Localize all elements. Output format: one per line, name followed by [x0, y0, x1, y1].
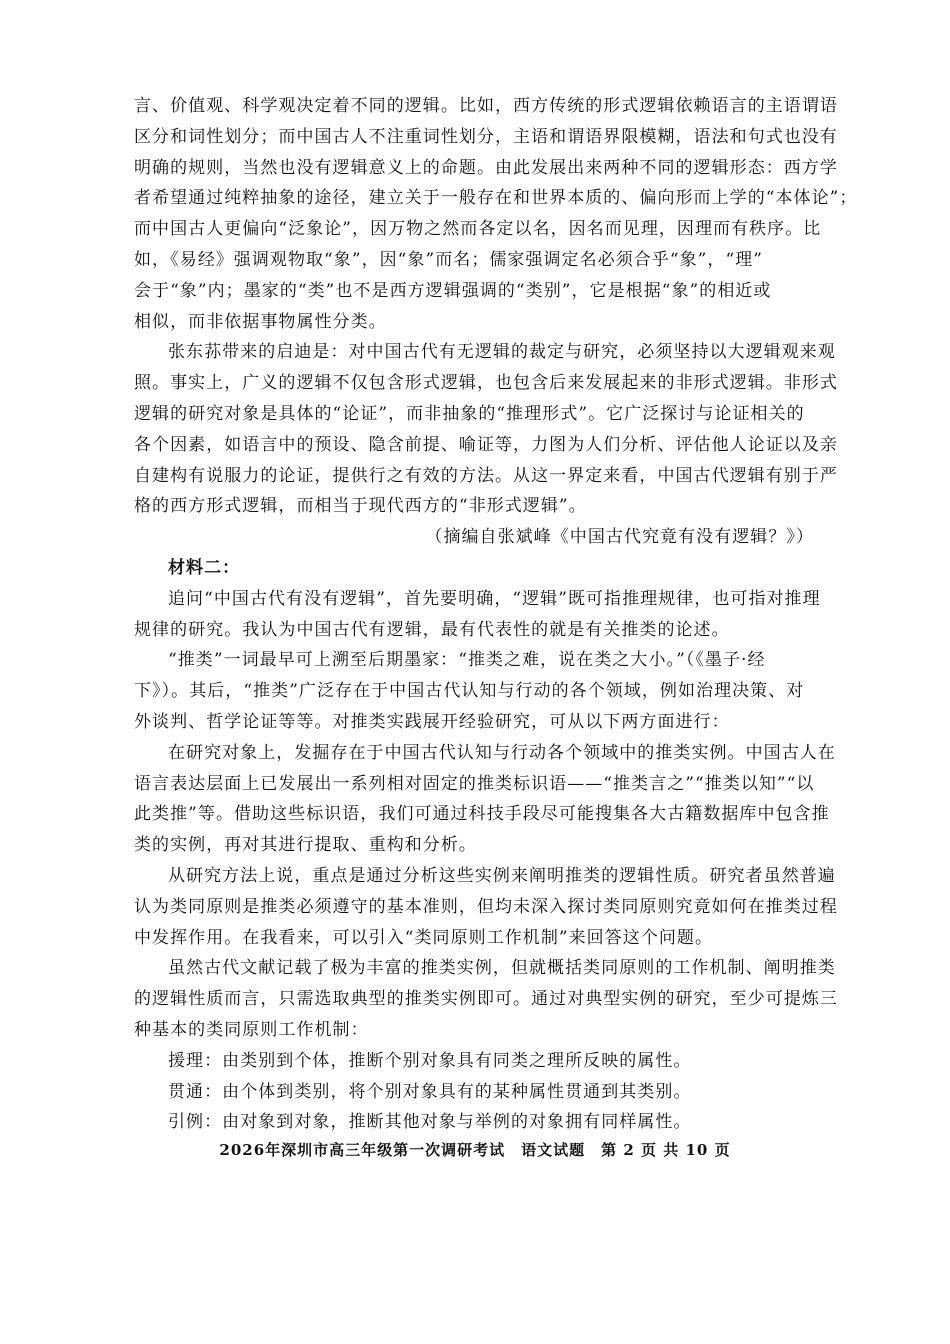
- text-line: 张东荪带来的启迪是：对中国古代有无逻辑的裁定与研究，必须坚持以大逻辑观来观: [168, 342, 836, 363]
- text-line: 相似，而非依据事物属性分类。: [134, 311, 387, 332]
- paragraph-1: [134, 91, 858, 337]
- mechanism-item: 援理：由类别到个体，推断个别对象具有同类之理所反映的属性。: [168, 1050, 692, 1071]
- material-two-heading: 材料二：: [168, 557, 241, 578]
- page-content: [134, 91, 858, 1138]
- mechanism-item: 引例：由对象到对象，推断其他对象与举例的对象拥有同样属性。: [168, 1112, 692, 1133]
- text-line: 中发挥作用。在我看来，可以引入“类同原则工作机制”来回答这个问题。: [134, 927, 714, 948]
- text-line: 格的西方形式逻辑，而相当于现代西方的“非形式逻辑”。: [134, 496, 587, 517]
- text-line: 会于“象”内；墨家的“类”也不是西方逻辑强调的“类别”，它是根据“象”的相近或: [134, 280, 772, 301]
- text-line: 规律的研究。我认为中国古代有逻辑，最有代表性的就是有关推类的论述。: [134, 619, 730, 640]
- text-line: 逻辑的研究对象是具体的“论证”，而非抽象的“推理形式”。它广泛探讨与论证相关的: [134, 403, 805, 424]
- text-line: 从研究方法上说，重点是通过分析这些实例来阐明推类的逻辑性质。研究者虽然普遍: [168, 865, 836, 886]
- text-line: 虽然古代文献记载了极为丰富的推类实例，但就概括类同原则的工作机制、阐明推类: [168, 958, 836, 979]
- text-line: 的逻辑性质而言，只需选取典型的推类实例即可。通过对典型实例的研究，至少可提炼三: [134, 989, 838, 1010]
- paragraph-7: [134, 953, 838, 1045]
- text-line: 各个因素，如语言中的预设、隐含前提、喻证等，力图为人们分析、评估他人论证以及亲: [134, 434, 838, 455]
- text-line: 而中国古人更偏向“泛象论”，因万物之然而各定以名，因名而见理，因理而有秩序。比: [134, 219, 822, 240]
- text-line: 语言表达层面上已发展出一系列相对固定的推类标识语——“推类言之”“推类以知”“以: [134, 773, 815, 794]
- text-line: 下》）。其后，“推类”广泛存在于中国古代认知与行动的各个领域，例如治理决策、对: [134, 681, 805, 702]
- mechanism-item: 贯通：由个体到类别，将个别对象具有的某种属性贯通到其类别。: [168, 1081, 692, 1102]
- text-line: 外谈判、哲学论证等等。对推类实践展开经验研究，可从以下两方面进行：: [134, 711, 730, 732]
- text-line: 追问“中国古代有没有逻辑”，首先要明确，“逻辑”既可指推理规律，也可指对推理: [168, 588, 821, 609]
- page-footer: 2026年深圳市高三年级第一次调研考试 语文试题 第 2 页 共 10 页: [219, 1141, 731, 1159]
- text-line: 言、价值观、科学观决定着不同的逻辑。比如，西方传统的形式逻辑依赖语言的主语谓语: [134, 96, 838, 116]
- text-line: 种基本的类同原则工作机制：: [134, 1019, 369, 1040]
- paragraph-2: [134, 337, 838, 522]
- paragraph-6: [134, 861, 838, 953]
- text-line: 照。事实上，广义的逻辑不仅包含形式逻辑，也包含后来发展起来的非形式逻辑。非形式: [134, 373, 838, 394]
- paragraph-5: [134, 738, 836, 861]
- text-line: 此类推”等。借助这些标识语，我们可通过科技手段尽可能搜集各大古籍数据库中包含推: [134, 804, 830, 825]
- text-line: 在研究对象上，发掘存在于中国古代认知与行动各个领域中的推类实例。中国古人在: [168, 742, 836, 763]
- text-line: 自建构有说服力的论证，提供行之有效的方法。从这一界定来看，中国古代逻辑有别于严: [134, 465, 838, 486]
- text-line: 者希望通过纯粹抽象的途径，建立关于一般存在和世界本质的、偏向形而上学的“本体论”；: [134, 188, 858, 209]
- text-line: “推类”一词最早可上溯至后期墨家：“推类之难，说在类之大小。”（《墨子·经: [168, 650, 766, 671]
- text-line: 区分和词性划分；而中国古人不注重词性划分，主语和谓语界限模糊，语法和句式也没有: [134, 126, 838, 147]
- paragraph-4: [134, 645, 818, 737]
- text-line: 明确的规则，当然也没有逻辑意义上的命题。由此发展出来两种不同的逻辑形态：西方学: [134, 157, 838, 178]
- text-line: 类的实例，再对其进行提取、重构和分析。: [134, 835, 477, 856]
- source-citation: （摘编自张斌峰《中国古代究竟有没有逻辑？》）: [425, 527, 814, 548]
- paragraph-3: [134, 584, 821, 646]
- text-line: 如，《易经》强调观物取“象”，因“象”而名；儒家强调定名必须合乎“象”，“理”: [134, 249, 763, 270]
- text-line: 认为类同原则是推类必须遵守的基本准则，但均未深入探讨类同原则究竟如何在推类过程: [134, 896, 838, 917]
- mechanism-list: [134, 1046, 818, 1138]
